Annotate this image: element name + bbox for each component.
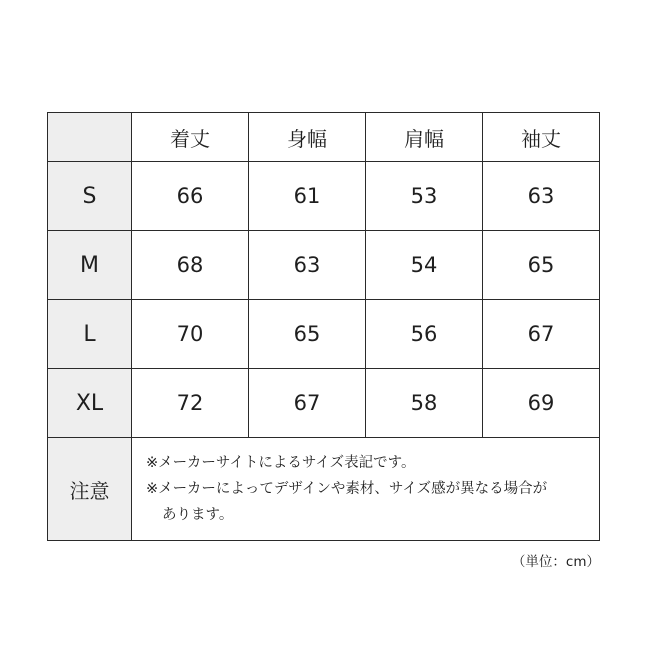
table-cell: 67: [483, 300, 600, 369]
note-line: あります。: [162, 507, 234, 523]
note-line: ※メーカーサイトによるサイズ表記です。: [146, 455, 416, 471]
size-label: S: [48, 162, 132, 231]
size-label: XL: [48, 369, 132, 438]
table-row: [48, 300, 600, 369]
table-cell: 63: [249, 231, 366, 300]
header-shoulder-width: 肩幅: [366, 113, 483, 162]
note-row: [48, 438, 600, 541]
table-cell: 70: [132, 300, 249, 369]
table-cell: 66: [132, 162, 249, 231]
table-cell: 67: [249, 369, 366, 438]
table-cell: 53: [366, 162, 483, 231]
note-line: ※メーカーによってデザインや素材、サイズ感が異なる場合が: [146, 481, 548, 497]
header-corner-cell: [48, 113, 132, 162]
table-cell: 69: [483, 369, 600, 438]
header-length: 着丈: [132, 113, 249, 162]
table-cell: 61: [249, 162, 366, 231]
table-row: [48, 231, 600, 300]
header-sleeve-length: 袖丈: [483, 113, 600, 162]
table-cell: 56: [366, 300, 483, 369]
size-label: L: [48, 300, 132, 369]
note-cell: [132, 438, 600, 541]
note-label: 注意: [48, 438, 132, 541]
table-cell: 65: [249, 300, 366, 369]
header-body-width: 身幅: [249, 113, 366, 162]
table-cell: 54: [366, 231, 483, 300]
table-cell: 63: [483, 162, 600, 231]
table-cell: 58: [366, 369, 483, 438]
table-row: [48, 369, 600, 438]
header-row: [48, 113, 600, 162]
size-chart-table: [47, 112, 600, 541]
table-row: [48, 162, 600, 231]
unit-label: （単位：cm）: [511, 554, 600, 570]
table-cell: 72: [132, 369, 249, 438]
table-cell: 65: [483, 231, 600, 300]
size-label: M: [48, 231, 132, 300]
table-cell: 68: [132, 231, 249, 300]
